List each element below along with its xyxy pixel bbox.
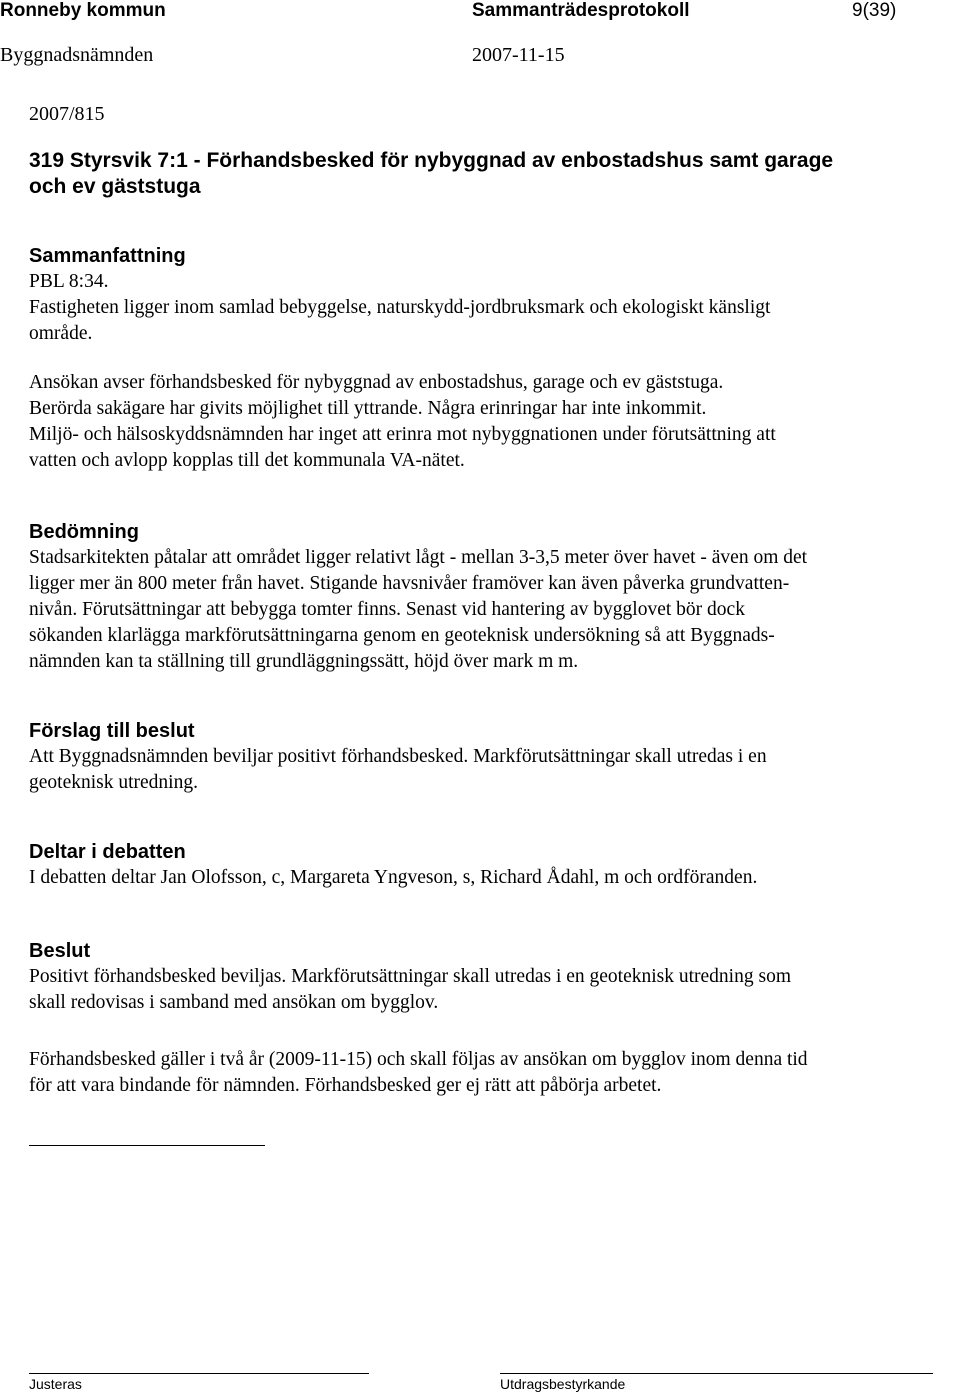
case-title xyxy=(29,148,939,200)
proposal-line: geoteknisk utredning. xyxy=(29,772,198,793)
assessment-line: nivån. Förutsättningar att bebygga tomter finns. Senast vid hantering av bygglovet bör dock xyxy=(29,599,745,620)
assessment-line: Stadsarkitekten påtalar att området ligger relativt lågt - mellan 3-3,5 meter över havet - även om det xyxy=(29,547,808,568)
summary-paragraph-2 xyxy=(29,370,939,474)
decision-line: Förhandsbesked gäller i två år (2009-11-15) och skall följas av ansökan om bygglov inom denna tid xyxy=(29,1049,808,1070)
debate-section xyxy=(29,839,939,891)
summary-heading: Sammanfattning xyxy=(29,245,186,267)
page-number: 9(39) xyxy=(852,0,897,21)
decision-line: Positivt förhandsbesked beviljas. Markförutsättningar skall utredas i en geoteknisk utredning som xyxy=(29,966,791,987)
summary-line: Ansökan avser förhandsbesked för nybyggnad av enbostadshus, garage och ev gäststuga. xyxy=(29,372,724,393)
summary-line: vatten och avlopp kopplas till det kommunala VA-nätet. xyxy=(29,450,465,471)
summary-line: Miljö- och hälsoskyddsnämnden har inget att erinra mot nybyggnationen under förutsättning att xyxy=(29,424,776,445)
summary-line: område. xyxy=(29,323,93,344)
decision-paragraph-2 xyxy=(29,1047,939,1099)
decision-line: för att vara bindande för nämnden. Förhandsbesked ger ej rätt att påbörja arbetet. xyxy=(29,1075,662,1096)
decision-section xyxy=(29,938,939,1016)
footer-right-rule xyxy=(500,1373,933,1374)
assessment-line: sökanden klarlägga markförutsättningarna genom en geoteknisk undersökning så att Byggnads- xyxy=(29,625,775,646)
debate-line: I debatten deltar Jan Olofsson, c, Margareta Yngveson, s, Richard Ådahl, m och ordföranden. xyxy=(29,867,758,888)
decision-line: skall redovisas i samband med ansökan om bygglov. xyxy=(29,992,439,1013)
footer-justeras: Justeras xyxy=(29,1376,82,1392)
proposal-section xyxy=(29,718,939,796)
document-type: Sammanträdesprotokoll xyxy=(472,0,690,21)
case-title-line: 319 Styrsvik 7:1 - Förhandsbesked för nybyggnad av enbostadshus samt garage xyxy=(29,149,834,172)
case-number: 2007/815 xyxy=(29,103,105,125)
proposal-line: Att Byggnadsnämnden beviljar positivt förhandsbesked. Markförutsättningar skall utredas i en xyxy=(29,746,767,767)
debate-heading: Deltar i debatten xyxy=(29,841,186,863)
assessment-section xyxy=(29,519,939,675)
municipality-name: Ronneby kommun xyxy=(0,0,166,21)
assessment-line: nämnden kan ta ställning till grundläggningssätt, höjd över mark m m. xyxy=(29,651,579,672)
assessment-heading: Bedömning xyxy=(29,521,139,543)
case-title-line: och ev gäststuga xyxy=(29,175,201,198)
assessment-line: ligger mer än 800 meter från havet. Stigande havsnivåer framöver kan även påverka grundvatten- xyxy=(29,573,790,594)
summary-line: Berörda sakägare har givits möjlighet till yttrande. Några erinringar har inte inkommit. xyxy=(29,398,707,419)
footer-left-rule xyxy=(29,1373,369,1374)
summary-section xyxy=(29,243,939,347)
summary-line: PBL 8:34. xyxy=(29,271,109,292)
board-name: Byggnadsnämnden xyxy=(0,44,154,66)
summary-line: Fastigheten ligger inom samlad bebyggelse, naturskydd-jordbruksmark och ekologiskt känsligt xyxy=(29,297,771,318)
meeting-date: 2007-11-15 xyxy=(472,44,565,66)
proposal-heading: Förslag till beslut xyxy=(29,720,195,742)
signature-line xyxy=(29,1145,265,1146)
decision-heading: Beslut xyxy=(29,940,91,962)
footer-utdragsbestyrkande: Utdragsbestyrkande xyxy=(500,1376,626,1392)
